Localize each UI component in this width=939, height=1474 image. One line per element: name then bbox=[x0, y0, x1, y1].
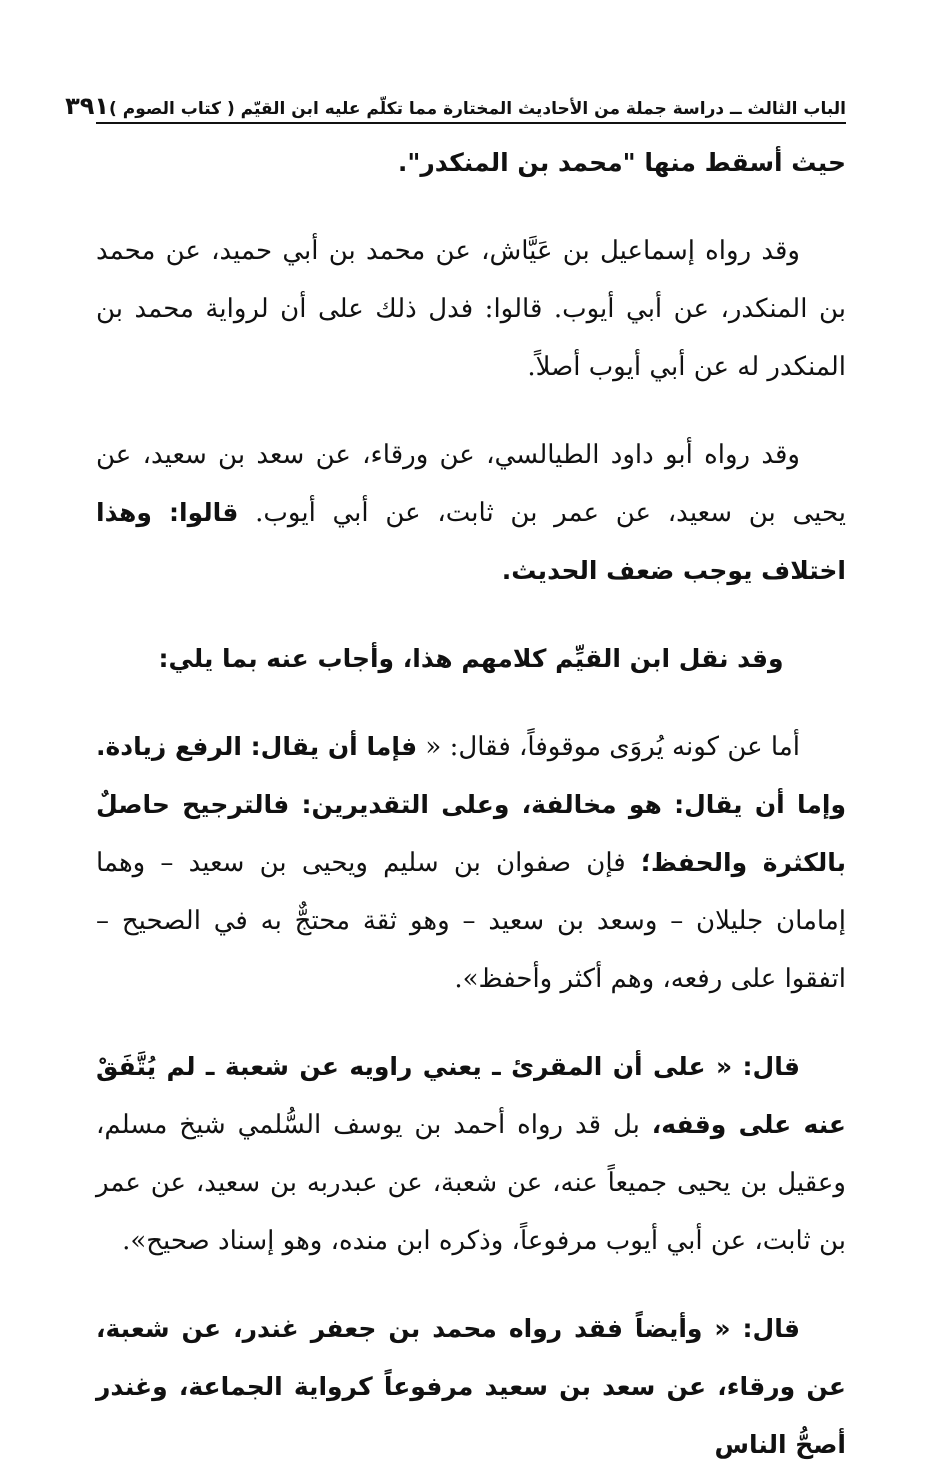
paragraph-1 bbox=[96, 134, 846, 192]
paragraph-2 bbox=[96, 222, 846, 396]
page-number: ٣٩١ bbox=[65, 92, 110, 120]
paragraph-2-text: وقد رواه إسماعيل بن عَيَّاش، عن محمد بن أبي حميد، عن محمد بن المنكدر، عن أبي أيوب. قالوا: فدل ذلك على أن لرواية محمد بن المنكدر له عن أبي أيوب أصلاً. bbox=[96, 236, 846, 382]
running-header bbox=[65, 82, 846, 124]
paragraph-3 bbox=[96, 426, 846, 600]
paragraph-4-intro: أما عن كونه يُروَى موقوفاً، فقال: « bbox=[417, 732, 800, 762]
paragraph-3-bold: قالوا: وهذا اختلاف يوجب ضعف الحديث. bbox=[96, 498, 846, 585]
paragraph-3-text: وقد رواه أبو داود الطيالسي، عن ورقاء، عن سعد بن سعيد، عن يحيى بن سعيد، عن عمر بن ثابت، عن أبي أيوب. bbox=[96, 440, 846, 528]
chapter-title: الباب الثالث ــ دراسة جملة من الأحاديث المختارة مما تكلّم عليه ابن القيّم ( كتاب الصوم ) bbox=[109, 99, 846, 119]
document-body bbox=[96, 134, 846, 1474]
document-page bbox=[65, 82, 846, 1459]
paragraph-4 bbox=[96, 718, 846, 1008]
section-heading: وقد نقل ابن القيِّم كلامهم هذا، وأجاب عنه بما يلي: bbox=[158, 644, 784, 673]
paragraph-6-bold: قال: « وأيضاً فقد رواه محمد بن جعفر غندر، عن شعبة، عن ورقاء، عن سعد بن سعيد مرفوعاً كرواية الجماعة، وغندر أصحُّ الناس bbox=[96, 1314, 846, 1459]
paragraph-5 bbox=[96, 1038, 846, 1270]
paragraph-4-bold: فإما أن يقال: الرفع زيادة. وإما أن يقال: هو مخالفة، وعلى التقديرين: فالترجيح حاصلٌ بالكثرة والحفظ؛ bbox=[96, 732, 846, 877]
paragraph-6 bbox=[96, 1300, 846, 1474]
paragraph-5-rest: بل قد رواه أحمد بن يوسف السُّلمي شيخ مسلم، وعقيل بن يحيى جميعاً عنه، عن شعبة، عن عبدربه بن سعيد، عن عمر بن ثابت، عن أبي أيوب مرفوعاً، وذكره ابن منده، وهو إسناد صحيح». bbox=[96, 1110, 846, 1256]
paragraph-1-text: حيث أسقط منها "محمد بن المنكدر". bbox=[397, 148, 846, 177]
paragraph-5-bold: قال: « على أن المقرئ ـ يعني راويه عن شعبة ـ لم يُتَّفَقْ عنه على وقفه، bbox=[96, 1052, 846, 1139]
paragraph-4-rest: فإن صفوان بن سليم ويحيى بن سعيد – وهما إمامان جليلان – وسعد بن سعيد – وهو ثقة محتجٌّ به في الصحيح – اتفقوا على رفعه، وهم أكثر وأحفظ». bbox=[96, 848, 846, 994]
